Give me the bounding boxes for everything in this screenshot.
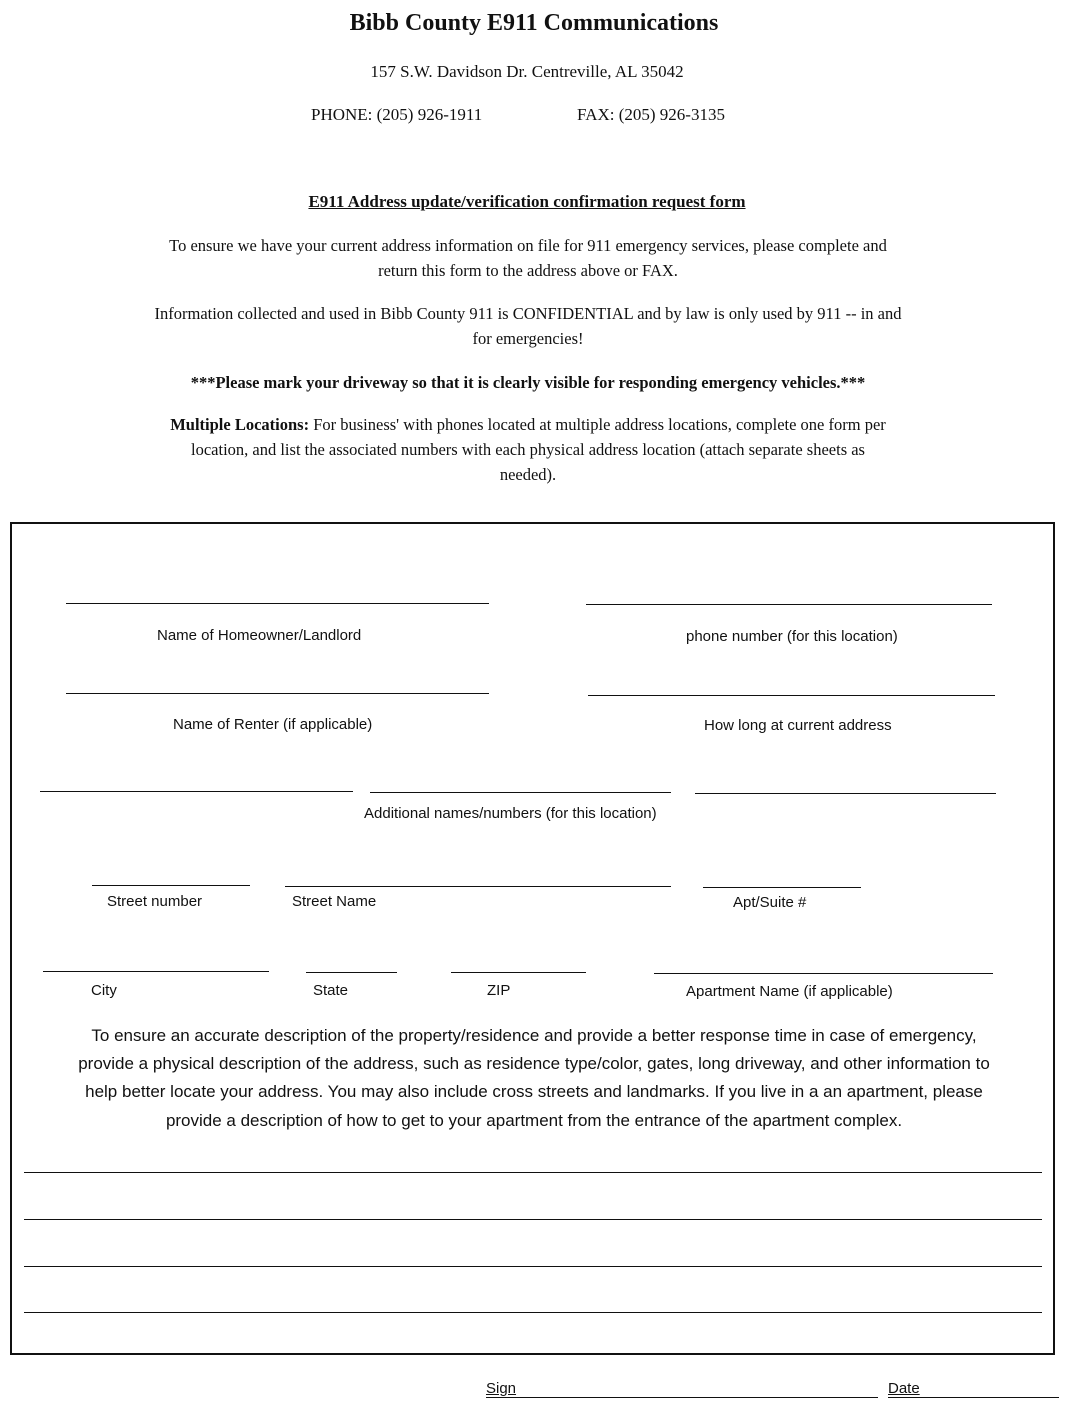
street-name-field[interactable]	[285, 886, 671, 887]
confidential-line-1: Information collected and used in Bibb County 911 is CONFIDENTIAL and by law is only used by 911 -- in and	[154, 304, 902, 323]
description-line-2: provide a physical description of the address, such as residence type/color, gates, long driveway, and other information to	[78, 1054, 990, 1073]
additional-names-label: Additional names/numbers (for this location)	[364, 805, 657, 822]
state-label: State	[313, 982, 349, 999]
state-field[interactable]	[306, 972, 397, 973]
date-field[interactable]	[888, 1397, 1059, 1398]
signature-field[interactable]	[486, 1397, 878, 1398]
intro-paragraph-1-line-1: To ensure we have your current address information on file for 911 emergency services, please complete and	[169, 236, 887, 255]
additional-name-field-3[interactable]	[695, 793, 996, 794]
multiple-locations-label: Multiple Locations:	[170, 415, 310, 434]
city-label: City	[91, 982, 117, 999]
apartment-name-label: Apartment Name (if applicable)	[686, 983, 893, 1000]
renter-name-field[interactable]	[66, 693, 489, 694]
multiple-locations-text: For business' with phones located at multiple address locations, complete one form per	[309, 415, 886, 434]
form-box	[10, 522, 1055, 1355]
phone-label: phone number (for this location)	[686, 628, 898, 645]
apt-suite-label: Apt/Suite #	[733, 894, 807, 911]
homeowner-label: Name of Homeowner/Landlord	[157, 627, 362, 644]
zip-label: ZIP	[487, 982, 511, 999]
additional-name-field-1[interactable]	[40, 791, 353, 792]
driveway-notice: ***Please mark your driveway so that it is clearly visible for responding emergency vehicles.***	[190, 373, 866, 392]
confidential-line-2: for emergencies!	[472, 329, 584, 348]
phone-number-field[interactable]	[586, 604, 992, 605]
zip-field[interactable]	[451, 972, 586, 973]
org-title: Bibb County E911 Communications	[349, 10, 719, 36]
homeowner-name-field[interactable]	[66, 603, 489, 604]
additional-name-field-2[interactable]	[370, 792, 671, 793]
apartment-name-field[interactable]	[654, 973, 993, 974]
sign-label: Sign	[486, 1380, 517, 1397]
multiple-locations-line-1	[0, 415, 1056, 435]
street-number-label: Street number	[107, 893, 203, 910]
org-phone: PHONE: (205) 926-1911	[311, 105, 483, 124]
description-field-line-4[interactable]	[24, 1312, 1042, 1313]
street-number-field[interactable]	[92, 885, 250, 886]
apt-suite-field[interactable]	[703, 887, 861, 888]
how-long-label: How long at current address	[704, 717, 892, 734]
multiple-locations-line-3: needed).	[499, 465, 557, 484]
org-address: 157 S.W. Davidson Dr. Centreville, AL 35042	[370, 62, 684, 81]
description-line-1: To ensure an accurate description of the property/residence and provide a better response time in case of emergency,	[91, 1026, 977, 1045]
description-field-line-1[interactable]	[24, 1172, 1042, 1173]
multiple-locations-line-2: location, and list the associated numbers with each physical address location (attach separate sheets as	[191, 440, 865, 459]
description-line-3: help better locate your address. You may also include cross streets and landmarks. If you live in a an apartment, please	[85, 1082, 983, 1101]
city-field[interactable]	[43, 971, 269, 972]
date-label: Date	[888, 1380, 920, 1397]
how-long-field[interactable]	[588, 695, 995, 696]
description-line-4: provide a description of how to get to your apartment from the entrance of the apartment complex.	[165, 1111, 903, 1130]
renter-label: Name of Renter (if applicable)	[173, 716, 373, 733]
org-fax: FAX: (205) 926-3135	[577, 105, 725, 124]
description-field-line-2[interactable]	[24, 1219, 1042, 1220]
street-name-label: Street Name	[292, 893, 377, 910]
form-title: E911 Address update/verification confirmation request form	[308, 192, 746, 211]
description-field-line-3[interactable]	[24, 1266, 1042, 1267]
intro-paragraph-1-line-2: return this form to the address above or FAX.	[378, 261, 678, 280]
